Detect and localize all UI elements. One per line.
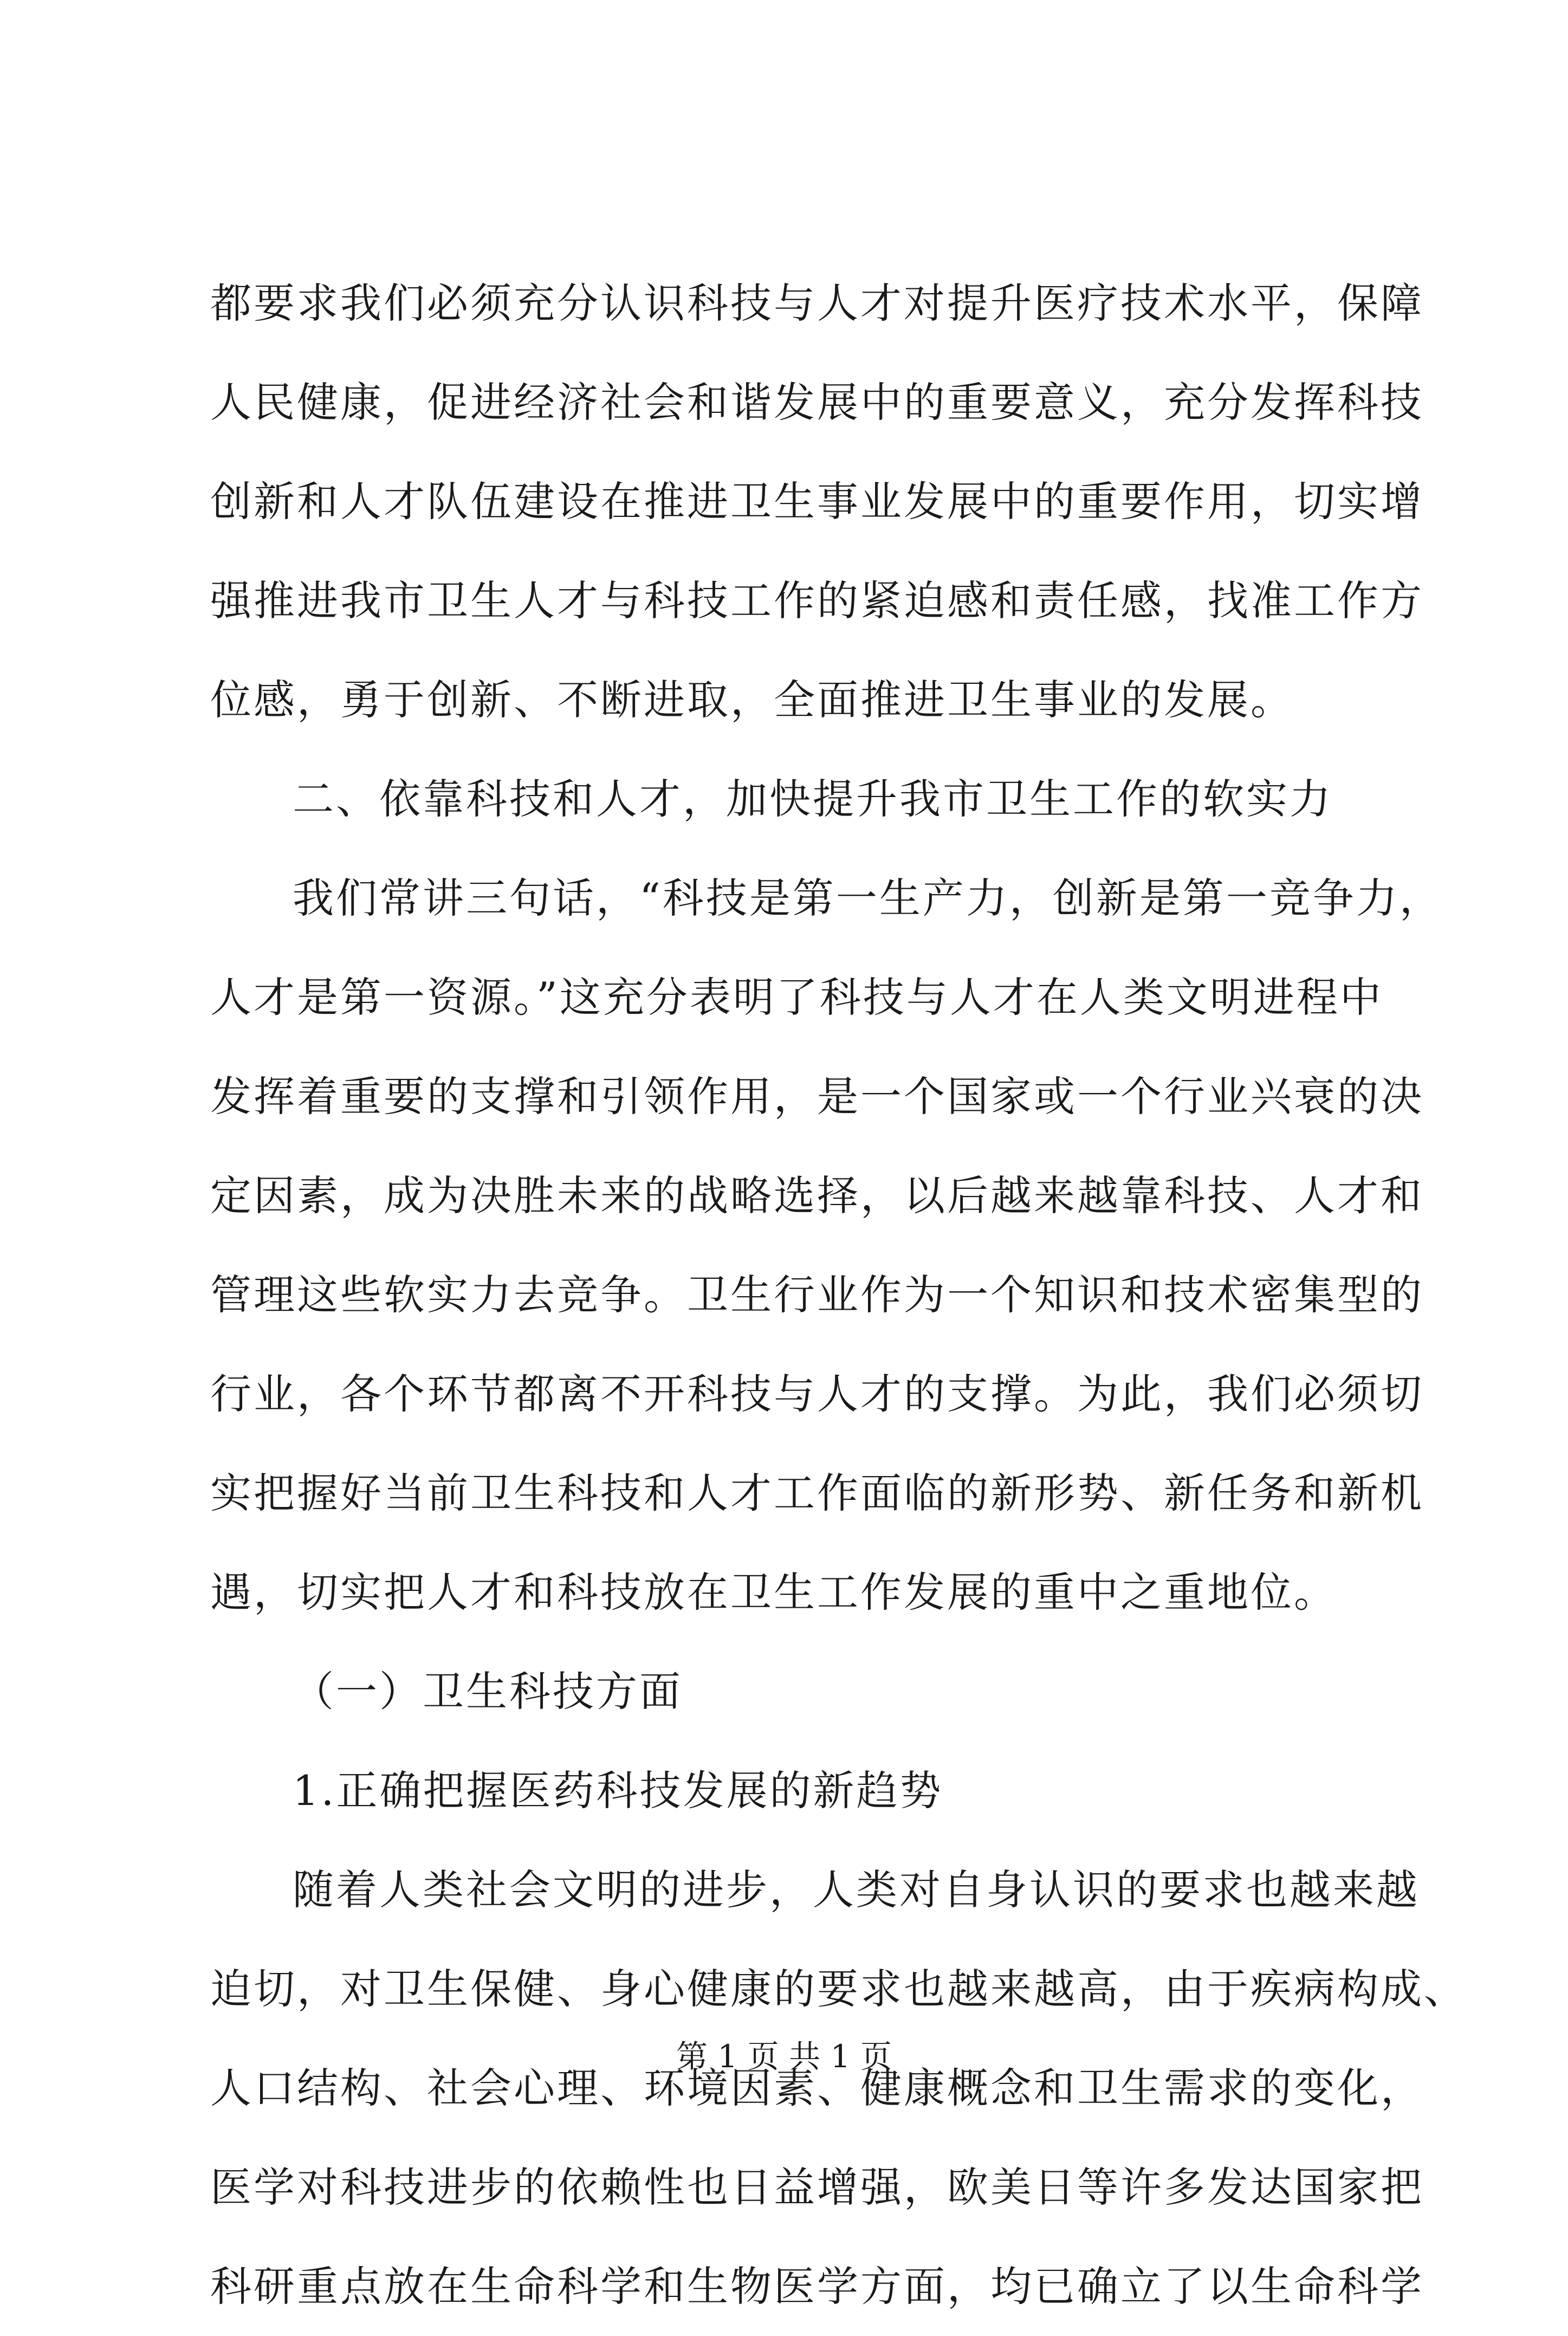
subsection-heading: （一）卫生科技方面 bbox=[293, 1667, 683, 1716]
text-line: 都要求我们必须充分认识科技与人才对提升医疗技术水平，保障 bbox=[210, 279, 1424, 327]
text-line: 实把握好当前卫生科技和人才工作面临的新形势、新任务和新机 bbox=[210, 1469, 1424, 1517]
text-line: 人才是第一资源。”这充分表明了科技与人才在人类文明进程中 bbox=[210, 973, 1383, 1021]
page-footer: 第 1 页 共 1 页 bbox=[676, 2038, 892, 2075]
section-heading: 二、依靠科技和人才，加快提升我市卫生工作的软实力 bbox=[293, 775, 1333, 823]
text-line: 发挥着重要的支撑和引领作用，是一个国家或一个行业兴衰的决 bbox=[210, 1072, 1424, 1121]
body-text bbox=[210, 254, 1467, 2336]
text-line: 管理这些软实力去竞争。卫生行业作为一个知识和技术密集型的 bbox=[210, 1271, 1424, 1319]
subsection-heading: 1.正确把握医药科技发展的新趋势 bbox=[293, 1766, 943, 1815]
text-line: 我们常讲三句话，“科技是第一生产力，创新是第一竞争力， bbox=[293, 874, 1443, 922]
text-line: 随着人类社会文明的进步，人类对自身认识的要求也越来越 bbox=[293, 1866, 1420, 1914]
text-line: 医学对科技进步的依赖性也日益增强，欧美日等许多发达国家把 bbox=[210, 2163, 1424, 2211]
text-line: 定因素，成为决胜未来的战略选择，以后越来越靠科技、人才和 bbox=[210, 1172, 1424, 1220]
text-line: 强推进我市卫生人才与科技工作的紧迫感和责任感，找准工作方 bbox=[210, 577, 1424, 625]
text-line: 创新和人才队伍建设在推进卫生事业发展中的重要作用，切实增 bbox=[210, 477, 1424, 526]
text-line: 位感，勇于创新、不断进取，全面推进卫生事业的发展。 bbox=[210, 676, 1294, 724]
text-line: 迫切，对卫生保健、身心健康的要求也越来越高，由于疾病构成、 bbox=[210, 1965, 1467, 2013]
text-line: 科研重点放在生命科学和生物医学方面，均已确立了以生命科学 bbox=[210, 2262, 1424, 2311]
text-line: 人民健康，促进经济社会和谐发展中的重要意义，充分发挥科技 bbox=[210, 378, 1424, 426]
text-line: 行业，各个环节都离不开科技与人才的支撑。为此，我们必须切 bbox=[210, 1370, 1424, 1418]
text-line: 遇，切实把人才和科技放在卫生工作发展的重中之重地位。 bbox=[210, 1568, 1337, 1616]
text-line: 人口结构、社会心理、环境因素、健康概念和卫生需求的变化， bbox=[210, 2064, 1424, 2112]
